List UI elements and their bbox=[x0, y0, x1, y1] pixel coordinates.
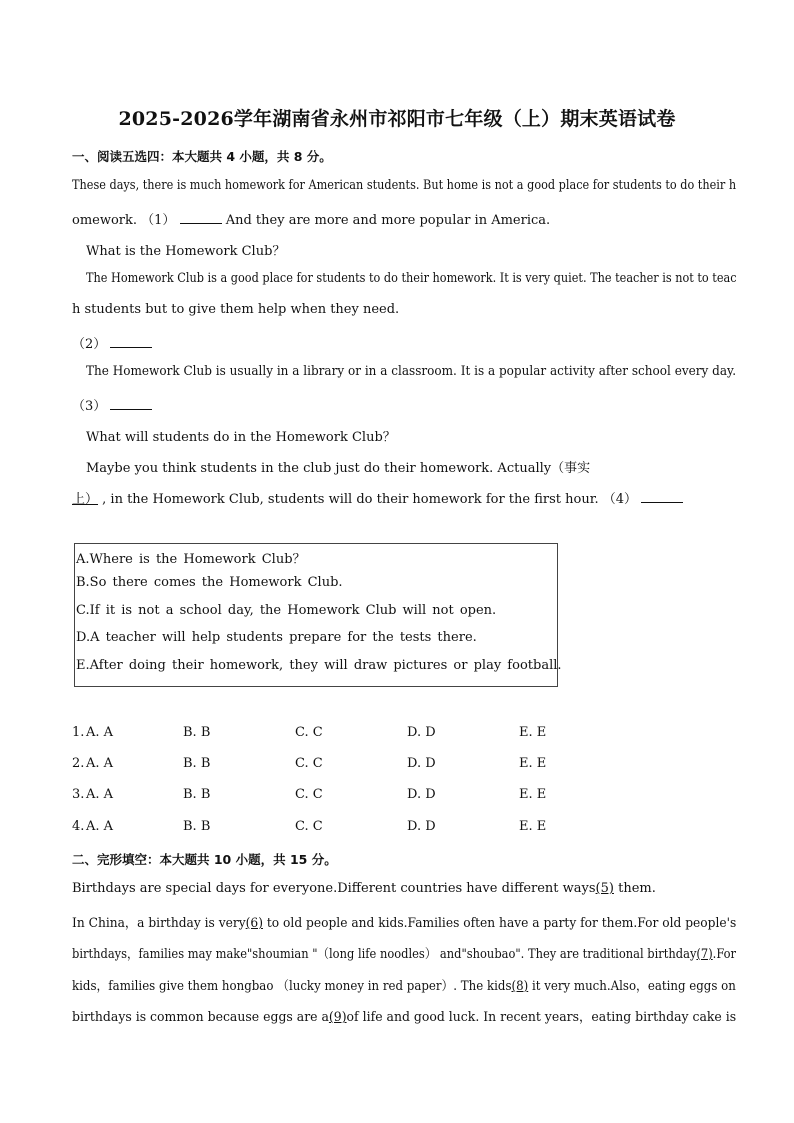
question-number: 2. bbox=[72, 756, 85, 771]
passage-text: kids，families give them hongbao （lucky money in red paper）. The kids bbox=[72, 979, 512, 994]
passage-line bbox=[72, 1006, 736, 1025]
passage-line: h students but to give them help when they need. bbox=[72, 302, 400, 317]
passage-text: , in the Homework Club, students will do their homework for the first hour. （4） bbox=[102, 492, 638, 507]
choice-c[interactable]: C. C bbox=[295, 725, 323, 740]
passage-line bbox=[72, 488, 683, 507]
option-b: B.So there comes the Homework Club. bbox=[76, 575, 343, 590]
passage-line: These days, there is much homework for American students. But home is not a good place for students to do their h bbox=[72, 178, 737, 193]
answer-row-2 bbox=[72, 756, 632, 774]
choice-e[interactable]: E. E bbox=[519, 787, 547, 802]
passage-subheading: What will students do in the Homework Club？ bbox=[86, 430, 396, 445]
choice-c[interactable]: C. C bbox=[295, 756, 323, 771]
answer-blank[interactable] bbox=[641, 492, 683, 503]
passage-line: The Homework Club is usually in a library or in a classroom. It is a popular activity after school every day. bbox=[86, 364, 737, 379]
choice-a[interactable]: A. A bbox=[86, 787, 114, 802]
passage-line bbox=[72, 943, 736, 962]
choice-a[interactable]: A. A bbox=[86, 819, 114, 834]
passage-text: .For bbox=[712, 947, 737, 962]
choice-d[interactable]: D. D bbox=[407, 787, 436, 802]
page-title: 2025-2026学年湖南省永州市祁阳市七年级（上）期末英语试卷 bbox=[118, 108, 676, 130]
choice-a[interactable]: A. A bbox=[86, 725, 114, 740]
choice-b[interactable]: B. B bbox=[183, 787, 211, 802]
blank-number: （2） bbox=[72, 337, 107, 352]
choice-d[interactable]: D. D bbox=[407, 725, 436, 740]
passage-line: The Homework Club is a good place for students to do their homework. It is very quiet. The teacher is not to teac bbox=[86, 271, 737, 286]
passage-text: birthdays is common because eggs are a bbox=[72, 1010, 329, 1025]
blank-8[interactable]: (8) bbox=[511, 979, 529, 994]
passage-text: 上） bbox=[72, 492, 99, 507]
answer-row-3 bbox=[72, 787, 632, 805]
question-number: 3. bbox=[72, 787, 85, 802]
passage-text: them. bbox=[613, 881, 656, 896]
choice-b[interactable]: B. B bbox=[183, 725, 211, 740]
answer-blank[interactable] bbox=[110, 337, 152, 348]
passage-line bbox=[72, 209, 550, 228]
passage-text: of life and good luck. In recent years，eating birthday cake is bbox=[346, 1010, 737, 1025]
passage-line bbox=[72, 333, 152, 352]
passage-text: omework. （1） bbox=[72, 213, 176, 228]
passage-text: to old people and kids.Families often have a party for them.For old people's bbox=[262, 916, 737, 931]
choice-d[interactable]: D. D bbox=[407, 819, 436, 834]
answer-blank[interactable] bbox=[110, 399, 152, 410]
blank-6[interactable]: (6) bbox=[245, 916, 263, 931]
choice-c[interactable]: C. C bbox=[295, 787, 323, 802]
passage-line bbox=[72, 881, 656, 896]
answer-blank[interactable] bbox=[180, 213, 222, 224]
choice-b[interactable]: B. B bbox=[183, 819, 211, 834]
section-2-heading: 二、完形填空：本大题共 10 小题，共 15 分。 bbox=[72, 852, 337, 867]
passage-subheading: What is the Homework Club？ bbox=[86, 244, 286, 259]
question-number: 1. bbox=[72, 725, 85, 740]
passage-line bbox=[72, 975, 736, 994]
section-1-heading: 一、阅读五选四：本大题共 4 小题，共 8 分。 bbox=[72, 149, 332, 164]
passage-line bbox=[72, 395, 152, 414]
option-e: E.After doing their homework, they will draw pictures or play football. bbox=[76, 658, 562, 673]
option-a: A.Where is the Homework Club？ bbox=[76, 552, 306, 567]
blank-5[interactable]: (5) bbox=[595, 881, 614, 896]
passage-line: Maybe you think students in the club just do their homework. Actually（事实 bbox=[86, 461, 591, 476]
blank-7[interactable]: (7) bbox=[696, 947, 713, 962]
passage-text: And they are more and more popular in America. bbox=[225, 213, 551, 228]
question-number: 4. bbox=[72, 819, 85, 834]
passage-text: birthdays，families may make"shoumian "（long life noodles） and"shoubao". They are traditional birthday bbox=[72, 947, 697, 962]
option-d: D.A teacher will help students prepare for the tests there. bbox=[76, 630, 477, 645]
blank-9[interactable]: (9) bbox=[328, 1010, 347, 1025]
passage-text: Birthdays are special days for everyone.Different countries have different ways bbox=[72, 881, 596, 896]
passage-line bbox=[72, 912, 736, 931]
choice-b[interactable]: B. B bbox=[183, 756, 211, 771]
answer-row-1 bbox=[72, 725, 632, 743]
answer-row-4 bbox=[72, 819, 632, 837]
passage-text: it very much.Also，eating eggs on bbox=[528, 979, 736, 994]
choice-e[interactable]: E. E bbox=[519, 819, 547, 834]
choice-d[interactable]: D. D bbox=[407, 756, 436, 771]
choice-c[interactable]: C. C bbox=[295, 819, 323, 834]
blank-number: （3） bbox=[72, 399, 107, 414]
choice-a[interactable]: A. A bbox=[86, 756, 114, 771]
option-c: C.If it is not a school day, the Homework Club will not open. bbox=[76, 603, 497, 618]
passage-text: In China，a birthday is very bbox=[72, 916, 246, 931]
choice-e[interactable]: E. E bbox=[519, 756, 547, 771]
choice-e[interactable]: E. E bbox=[519, 725, 547, 740]
